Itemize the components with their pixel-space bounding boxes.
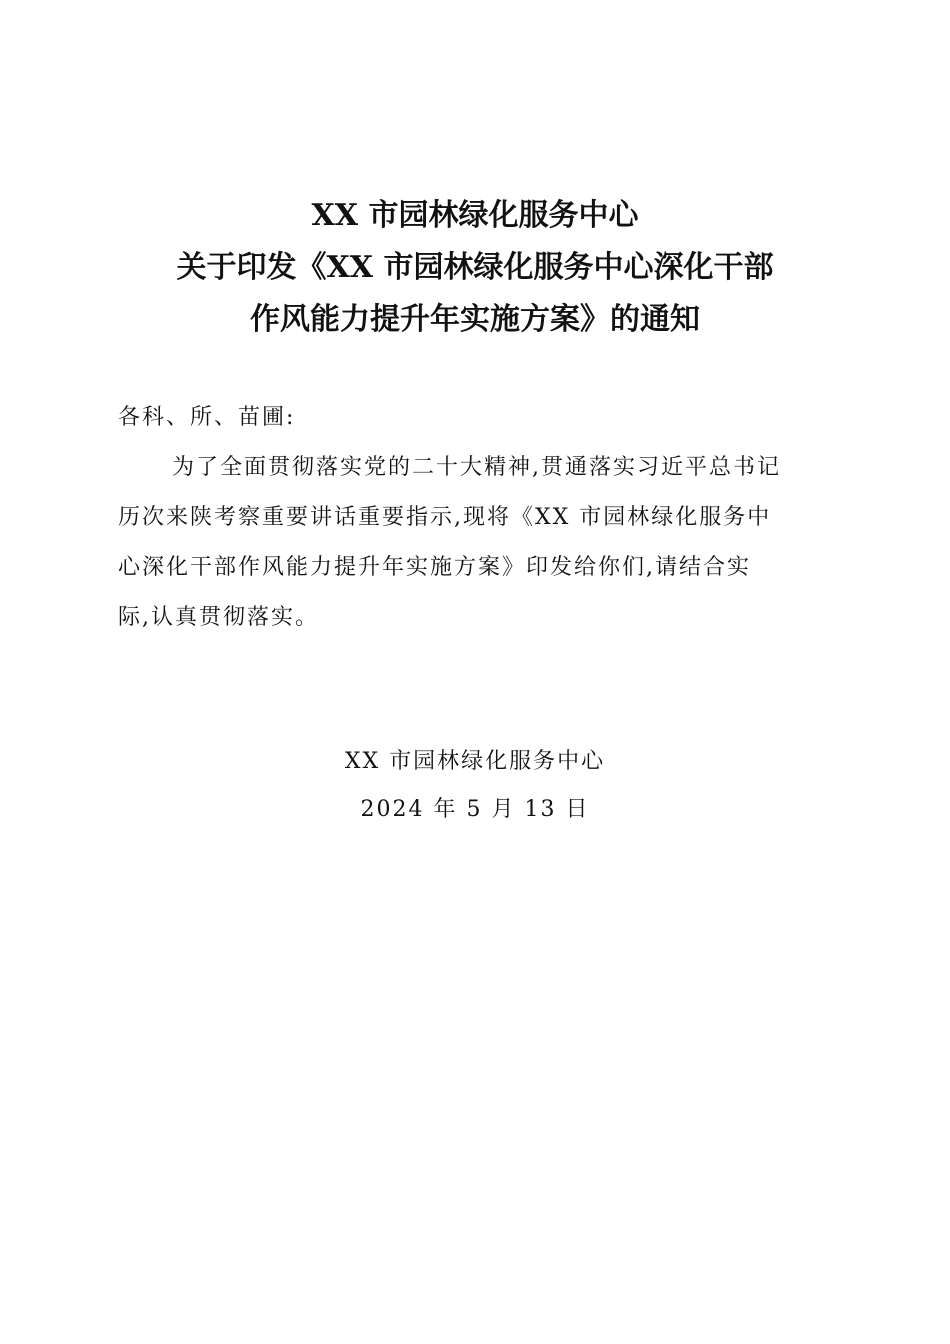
salutation: 各科、所、苗圃: <box>118 405 296 430</box>
title-line-2: 关于印发《XX 市园林绿化服务中心深化干部 <box>176 250 774 285</box>
title-line-3: 作风能力提升年实施方案》的通知 <box>250 302 700 337</box>
signature <box>0 738 950 834</box>
body-line-4: 际,认真贯彻落实。 <box>118 605 319 630</box>
signature-organization: XX 市园林绿化服务中心 <box>344 749 606 774</box>
document-title <box>0 190 950 346</box>
body-line-2: 历次来陕考察重要讲话重要指示,现将《XX 市园林绿化服务中 <box>118 505 772 530</box>
document-body <box>118 393 838 643</box>
body-line-1: 为了全面贯彻落实党的二十大精神,贯通落实习近平总书记 <box>172 455 781 480</box>
body-line-3: 心深化干部作风能力提升年实施方案》印发给你们,请结合实 <box>118 555 751 580</box>
title-line-1: XX 市园林绿化服务中心 <box>311 198 639 233</box>
signature-date: 2024 年 5 月 13 日 <box>360 797 590 822</box>
